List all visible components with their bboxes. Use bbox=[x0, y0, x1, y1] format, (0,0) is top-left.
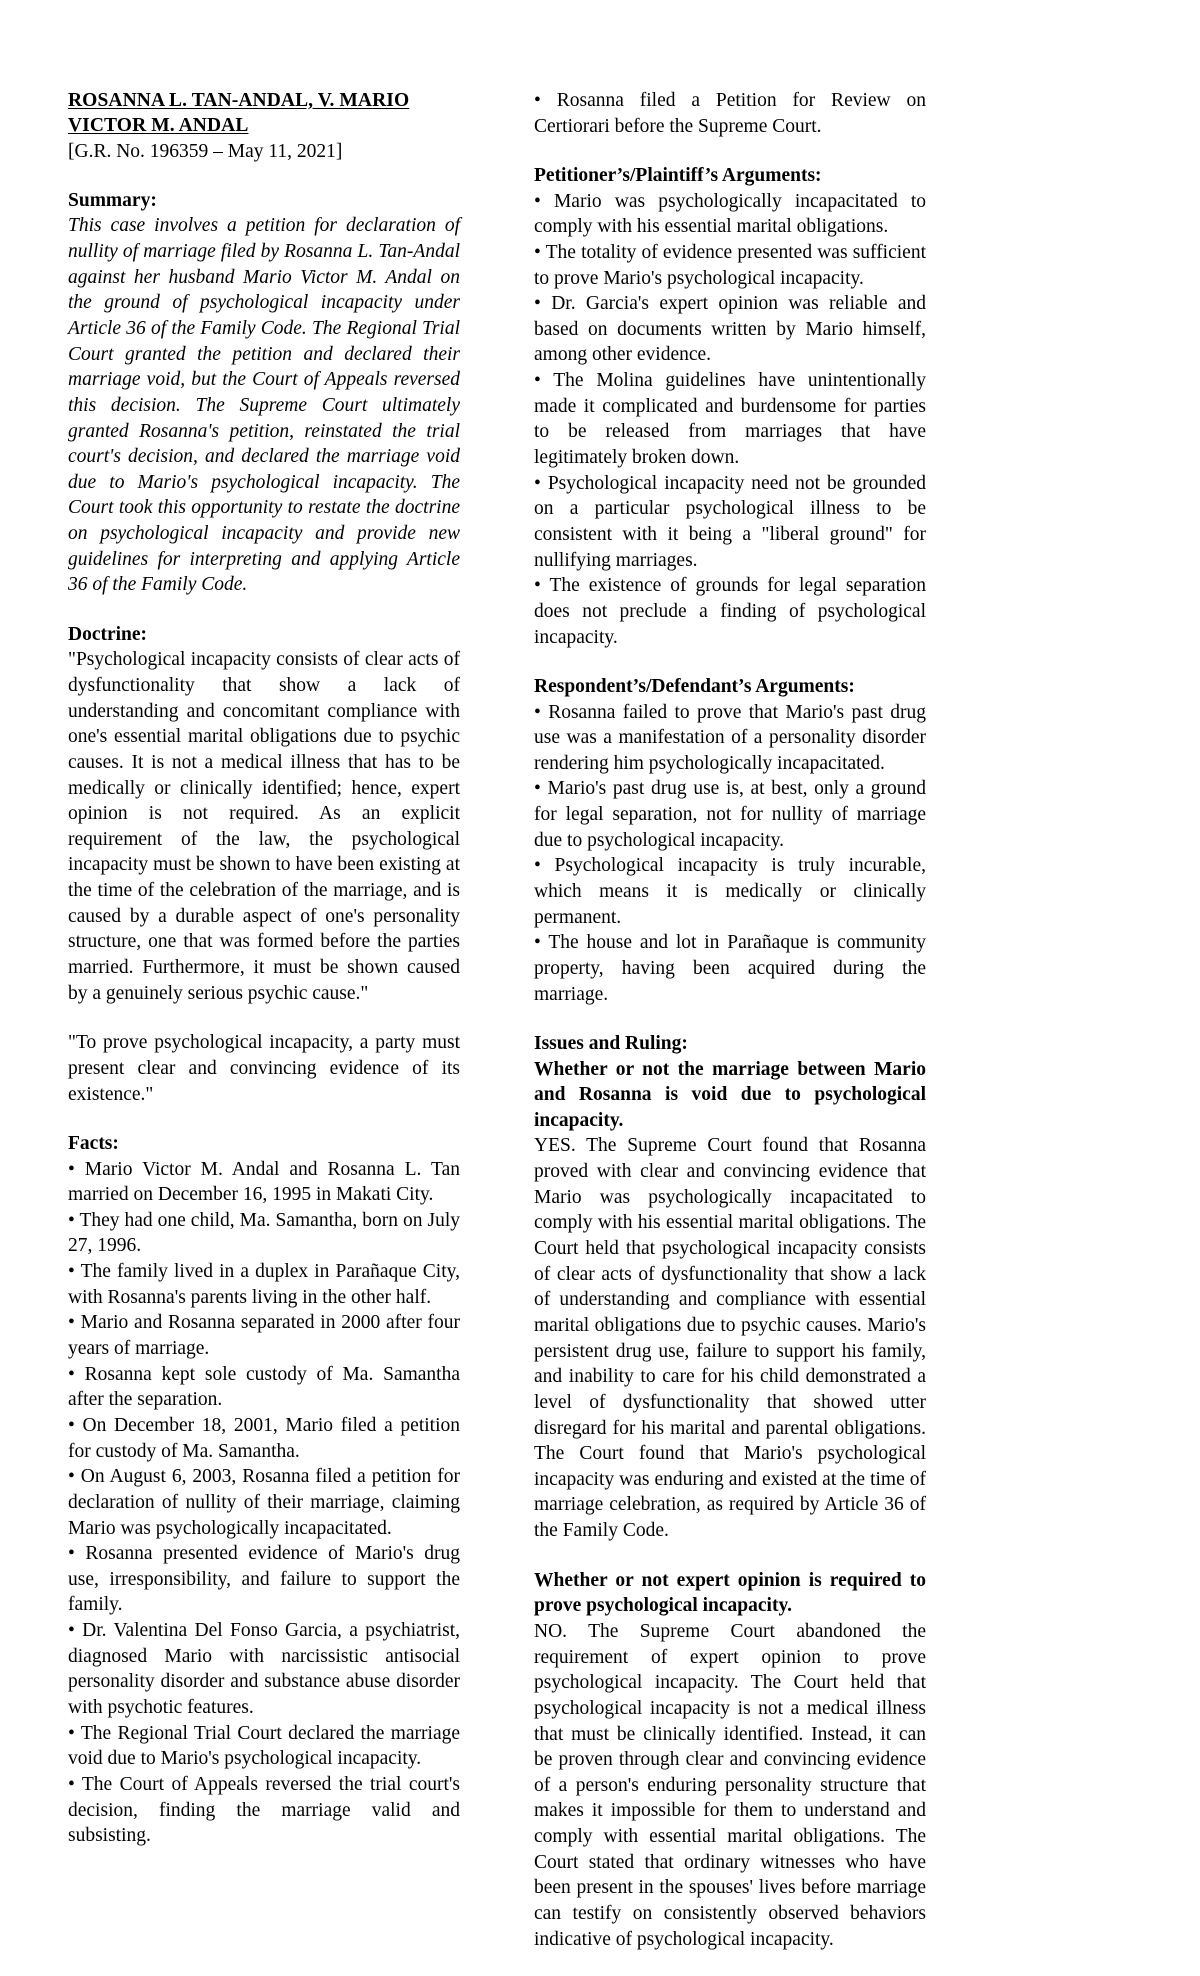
bullet-icon: • bbox=[534, 90, 541, 111]
list-item bbox=[534, 291, 926, 368]
spacer bbox=[68, 164, 460, 188]
list-item bbox=[68, 1208, 460, 1259]
bullet-icon: • bbox=[534, 701, 541, 723]
issue-1-question: Whether or not the marriage between Mario and Rosanna is void due to psychological incapacity. bbox=[534, 1058, 926, 1131]
bullet-icon: • bbox=[68, 1466, 75, 1488]
list-item-text: Rosanna presented evidence of Mario's drug use, irresponsibility, and failure to support the family. bbox=[68, 1543, 460, 1616]
bullet-icon: • bbox=[534, 293, 541, 315]
facts-continued-list bbox=[534, 88, 926, 139]
right-column bbox=[534, 88, 926, 1952]
list-item bbox=[68, 1541, 460, 1618]
list-item-text: The house and lot in Parañaque is community property, having been acquired during the marriage. bbox=[534, 932, 926, 1005]
spacer bbox=[68, 1107, 460, 1131]
list-item bbox=[68, 1310, 460, 1361]
bullet-icon: • bbox=[68, 1620, 75, 1642]
list-item bbox=[68, 1618, 460, 1721]
list-item-text: Mario's past drug use is, at best, only a ground for legal separation, not for nullity of marriage due to psychological incapacity. bbox=[534, 778, 927, 851]
list-item-text: Psychological incapacity is truly incurable, which means it is medically or clinically permanent. bbox=[534, 855, 927, 928]
petitioner-arguments-list bbox=[534, 189, 926, 651]
spacer bbox=[534, 1007, 926, 1031]
list-item-text: Mario Victor M. Andal and Rosanna L. Tan married on December 16, 1995 in Makati City. bbox=[68, 1158, 460, 1206]
list-item bbox=[534, 88, 926, 139]
issue-2-question: Whether or not expert opinion is required to prove psychological incapacity. bbox=[534, 1569, 926, 1617]
list-item bbox=[68, 1721, 460, 1772]
spacer bbox=[534, 139, 926, 163]
list-item bbox=[534, 700, 926, 777]
list-item-text: The Molina guidelines have unintentionally made it complicated and burdensome for parties to be released from marriages that have legitimately broken down. bbox=[534, 370, 926, 469]
issue-2-answer: NO. The Supreme Court abandoned the requirement of expert opinion to prove psychological incapacity. The Court held that psychological incapacity is not a medical illness that must be clinically identified. Instead, it can be proven through clear and convincing evidence of a person's enduring personality structure that makes it impossible for them to understand and comply with essential marital obligations. The Court stated that ordinary witnesses who have been present in the spouses' lives before marriage can testify on consistently observed behaviors indicative of psychological incapacity. bbox=[534, 1620, 926, 1950]
bullet-icon: • bbox=[68, 1261, 75, 1283]
list-item bbox=[534, 240, 926, 291]
list-item bbox=[534, 930, 926, 1007]
list-item-text: On August 6, 2003, Rosanna filed a petition for declaration of nullity of their marriage, claiming Mario was psychologically incapacitated. bbox=[68, 1466, 460, 1539]
issues-and-ruling-heading: Issues and Ruling: bbox=[534, 1033, 688, 1055]
issue-1-answer: YES. The Supreme Court found that Rosanna proved with clear and convincing evidence that Mario was psychologically incapacitated to comply with his essential marital obligations. The Court held that psychological incapacity consists of clear acts of dysfunctionality that show a lack of understanding and compliance with essential marital obligations due to psychic causes. Mario's persistent drug use, failure to support his family, and inability to care for his child demonstrated a level of dysfunctionality that showed utter disregard for his marital and parental obligations. The Court found that Mario's psychological incapacity was enduring and existed at the time of marriage celebration, as required by Article 36 of the Family Code. bbox=[534, 1135, 926, 1542]
list-item-text: Dr. Valentina Del Fonso Garcia, a psychiatrist, diagnosed Mario with narcissistic antisocial personality disorder and substance abuse disorder with psychotic features. bbox=[68, 1620, 460, 1719]
list-item bbox=[534, 368, 926, 471]
bullet-icon: • bbox=[68, 1543, 75, 1565]
respondent-arguments-list bbox=[534, 700, 926, 1008]
spacer bbox=[68, 1006, 460, 1030]
bullet-icon: • bbox=[534, 855, 541, 877]
summary-heading: Summary: bbox=[68, 190, 157, 212]
list-item bbox=[68, 1259, 460, 1310]
bullet-icon: • bbox=[534, 241, 541, 263]
doctrine-paragraph-1: "Psychological incapacity consists of clear acts of dysfunctionality that show a lack of understanding and concomitant compliance with one's essential marital obligations due to psychic causes. It is not a medical illness that has to be medically or clinically identified; hence, expert opinion is not required. As an explicit requirement of the law, the psychological incapacity must be shown to have been existing at the time of the celebration of the marriage, and is caused by a durable aspect of one's personality structure, one that was formed before the parties married. Furthermore, it must be shown caused by a genuinely serious psychic cause." bbox=[68, 649, 460, 1004]
spacer bbox=[534, 1544, 926, 1568]
case-title: ROSANNA L. TAN-ANDAL, V. MARIO VICTOR M. ANDAL bbox=[68, 90, 410, 137]
bullet-icon: • bbox=[534, 932, 541, 954]
list-item-text: Rosanna filed a Petition for Review on Certiorari before the Supreme Court. bbox=[534, 90, 927, 137]
list-item-text: The existence of grounds for legal separation does not preclude a finding of psychological incapacity. bbox=[534, 575, 926, 648]
bullet-icon: • bbox=[68, 1312, 75, 1334]
respondent-arguments-heading: Respondent’s/Defendant’s Arguments: bbox=[534, 676, 855, 698]
bullet-icon: • bbox=[68, 1722, 75, 1744]
list-item-text: Mario was psychologically incapacitated to comply with his essential marital obligations. bbox=[534, 190, 926, 238]
list-item bbox=[534, 853, 926, 930]
bullet-icon: • bbox=[534, 575, 541, 597]
list-item bbox=[534, 471, 926, 574]
list-item bbox=[68, 1464, 460, 1541]
doctrine-paragraph-2: "To prove psychological incapacity, a party must present clear and convincing evidence of its existence." bbox=[68, 1032, 460, 1105]
list-item-text: The family lived in a duplex in Parañaque City, with Rosanna's parents living in the other half. bbox=[68, 1261, 460, 1308]
list-item-text: Rosanna failed to prove that Mario's past drug use was a manifestation of a personality disorder rendering him psychologically incapacitated. bbox=[534, 701, 927, 774]
bullet-icon: • bbox=[68, 1363, 75, 1385]
list-item bbox=[68, 1157, 460, 1208]
bullet-icon: • bbox=[68, 1209, 75, 1231]
list-item-text: Dr. Garcia's expert opinion was reliable and based on documents written by Mario himself, among other evidence. bbox=[534, 293, 927, 366]
bullet-icon: • bbox=[534, 472, 541, 494]
case-citation: [G.R. No. 196359 – May 11, 2021] bbox=[68, 140, 343, 162]
petitioner-arguments-heading: Petitioner’s/Plaintiff’s Arguments: bbox=[534, 165, 822, 187]
bullet-icon: • bbox=[68, 1414, 75, 1436]
bullet-icon: • bbox=[68, 1158, 75, 1180]
list-item-text: The totality of evidence presented was sufficient to prove Mario's psychological incapacity. bbox=[534, 241, 926, 289]
summary-text: This case involves a petition for declaration of nullity of marriage filed by Rosanna L. Tan-Andal against her husband Mario Victor M. Andal on the ground of psychological incapacity under Article 36 of the Family Code. The Regional Trial Court granted the petition and declared their marriage void, but the Court of Appeals reversed this decision. The Supreme Court ultimately granted Rosanna's petition, reinstated the trial court's decision, and declared the marriage void due to Mario's psychological incapacity. The Court took this opportunity to restate the doctrine on psychological incapacity and provide new guidelines for interpreting and applying Article 36 of the Family Code. bbox=[68, 215, 460, 596]
list-item-text: On December 18, 2001, Mario filed a petition for custody of Ma. Samantha. bbox=[68, 1414, 460, 1462]
spacer bbox=[534, 650, 926, 674]
list-item bbox=[534, 573, 926, 650]
list-item bbox=[68, 1362, 460, 1413]
list-item-text: The Regional Trial Court declared the marriage void due to Mario's psychological incapacity. bbox=[68, 1722, 460, 1770]
doctrine-heading: Doctrine: bbox=[68, 623, 148, 645]
bullet-icon: • bbox=[534, 778, 541, 800]
left-column bbox=[68, 88, 460, 1849]
list-item-text: Mario and Rosanna separated in 2000 after four years of marriage. bbox=[68, 1312, 460, 1360]
list-item-text: Psychological incapacity need not be grounded on a particular psychological illness to be consistent with it being a "liberal ground" for nullifying marriages. bbox=[534, 472, 927, 571]
bullet-icon: • bbox=[68, 1773, 75, 1795]
list-item-text: They had one child, Ma. Samantha, born on July 27, 1996. bbox=[68, 1209, 460, 1257]
bullet-icon: • bbox=[534, 370, 541, 392]
facts-list bbox=[68, 1157, 460, 1849]
list-item bbox=[68, 1413, 460, 1464]
two-column-layout bbox=[68, 88, 1132, 1950]
spacer bbox=[68, 598, 460, 622]
list-item bbox=[68, 1772, 460, 1849]
list-item bbox=[534, 776, 926, 853]
facts-heading: Facts: bbox=[68, 1133, 119, 1155]
list-item-text: Rosanna kept sole custody of Ma. Samantha after the separation. bbox=[68, 1363, 460, 1411]
list-item bbox=[534, 189, 926, 240]
list-item-text: The Court of Appeals reversed the trial court's decision, finding the marriage valid and subsisting. bbox=[68, 1773, 460, 1847]
bullet-icon: • bbox=[534, 190, 541, 212]
